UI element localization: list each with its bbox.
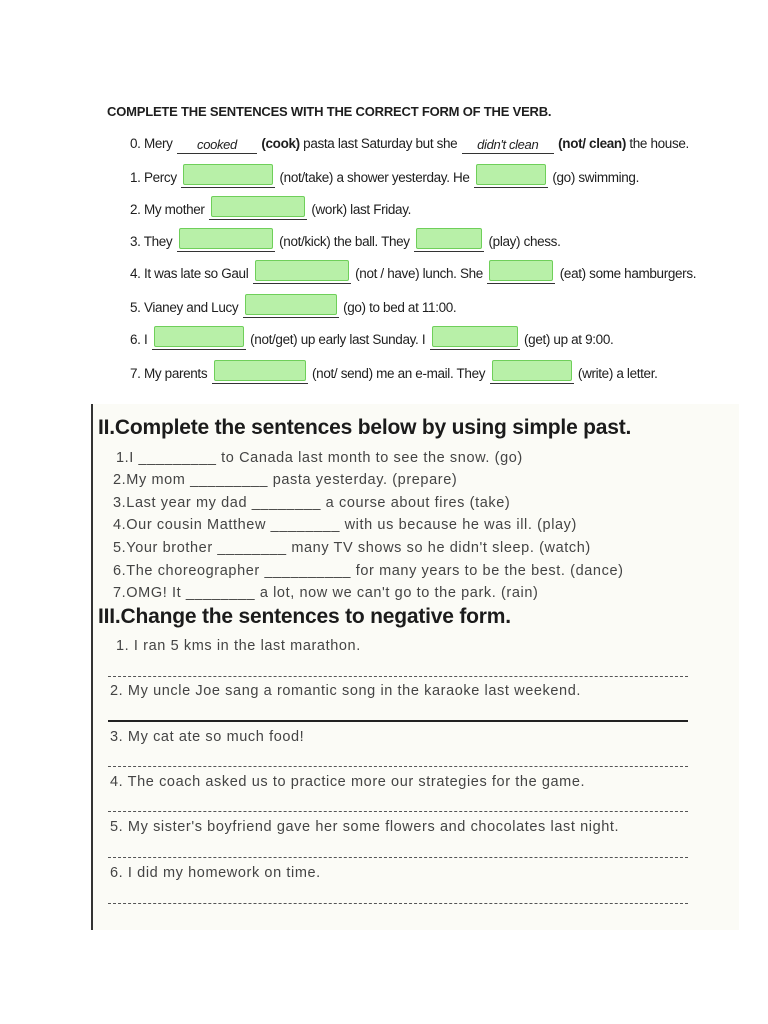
section-2-item-5: 5.Your brother ________ many TV shows so he didn't sleep. (watch) (113, 540, 591, 556)
exercise-1-sentence-6 (130, 330, 613, 352)
answer-line-3[interactable] (108, 766, 688, 767)
example-sentence (130, 134, 689, 156)
sentence-text: (go) to bed at 11:00. (339, 300, 457, 315)
answer-blank-6a[interactable] (152, 332, 246, 350)
answer-blank-7a[interactable] (212, 366, 308, 384)
sentence-text: 1. Percy (130, 170, 181, 185)
exercise-1-sentence-4 (130, 264, 696, 286)
exercise-1-sentence-2 (130, 200, 411, 222)
sentence-text: (play) chess. (485, 234, 561, 249)
sentence-text: 7. My parents (130, 366, 211, 381)
sentence-text: (not/ send) me an e-mail. They (308, 366, 489, 381)
example-verb-1: (cook) (261, 136, 300, 151)
section-3-title: III.Change the sentences to negative form. (98, 605, 511, 628)
answer-blank-3b[interactable] (414, 234, 484, 252)
section-3-item-1: 1. I ran 5 kms in the last marathon. (116, 638, 361, 654)
answer-blank-1a[interactable] (181, 170, 275, 188)
answer-line-1[interactable] (108, 676, 688, 677)
answer-line-2[interactable] (108, 720, 688, 722)
example-text-c: the house. (625, 136, 689, 151)
section-2-item-2: 2.My mom _________ pasta yesterday. (prepare) (113, 472, 458, 488)
sentence-text: (write) a letter. (574, 366, 658, 381)
sentence-text: (not/get) up early last Sunday. I (246, 332, 429, 347)
example-text-a: 0. Mery (130, 136, 176, 151)
sentence-text: (get) up at 9:00. (520, 332, 614, 347)
sentence-text: (eat) some hamburgers. (556, 266, 697, 281)
sentence-text: 4. It was late so Gaul (130, 266, 252, 281)
sentence-text: 5. Vianey and Lucy (130, 300, 242, 315)
answer-blank-1b[interactable] (474, 170, 548, 188)
exercise-1-sentence-3 (130, 232, 561, 254)
answer-line-4[interactable] (108, 811, 688, 812)
sentence-text: 3. They (130, 234, 176, 249)
sentence-text: (not / have) lunch. She (351, 266, 487, 281)
answer-blank-6b[interactable] (430, 332, 520, 350)
sentence-text: (not/kick) the ball. They (275, 234, 414, 249)
section-3-item-5: 5. My sister's boyfriend gave her some flowers and chocolates last night. (110, 819, 620, 835)
section-1-title: COMPLETE THE SENTENCES WITH THE CORRECT FORM OF THE VERB. (107, 104, 552, 119)
answer-blank-5a[interactable] (243, 300, 339, 318)
exercise-1-sentence-7 (130, 364, 658, 386)
exercise-1-sentence-5 (130, 298, 456, 320)
section-2-item-6: 6.The choreographer __________ for many years to be the best. (dance) (113, 563, 624, 579)
section-2-title: II.Complete the sentences below by using simple past. (98, 416, 632, 439)
answer-blank-2a[interactable] (209, 202, 307, 220)
example-answer-2: didn't clean (462, 136, 554, 154)
answer-blank-3a[interactable] (177, 234, 275, 252)
answer-line-5[interactable] (108, 857, 688, 858)
example-verb-2: (not/ clean) (558, 136, 626, 151)
answer-line-6[interactable] (108, 903, 688, 904)
exercise-1-sentence-1 (130, 168, 639, 190)
sentence-text: 6. I (130, 332, 151, 347)
section-2-item-1: 1.I _________ to Canada last month to see the snow. (go) (116, 450, 523, 466)
answer-blank-7b[interactable] (490, 366, 574, 384)
example-answer-1: cooked (177, 136, 257, 154)
sentence-text: 2. My mother (130, 202, 208, 217)
section-3-item-3: 3. My cat ate so much food! (110, 729, 305, 745)
section-3-item-4: 4. The coach asked us to practice more our strategies for the game. (110, 774, 586, 790)
answer-blank-4b[interactable] (487, 266, 555, 284)
section-2-item-7: 7.OMG! It ________ a lot, now we can't go to the park. (rain) (113, 585, 539, 601)
section-3-item-2: 2. My uncle Joe sang a romantic song in the karaoke last weekend. (110, 683, 582, 699)
section-3-item-6: 6. I did my homework on time. (110, 865, 321, 881)
sentence-text: (work) last Friday. (307, 202, 411, 217)
sentence-text: (go) swimming. (548, 170, 639, 185)
example-text-b: pasta last Saturday but she (299, 136, 461, 151)
section-2-item-3: 3.Last year my dad ________ a course about fires (take) (113, 495, 511, 511)
sentence-text: (not/take) a shower yesterday. He (276, 170, 473, 185)
section-2-item-4: 4.Our cousin Matthew ________ with us because he was ill. (play) (113, 517, 577, 533)
answer-blank-4a[interactable] (253, 266, 351, 284)
